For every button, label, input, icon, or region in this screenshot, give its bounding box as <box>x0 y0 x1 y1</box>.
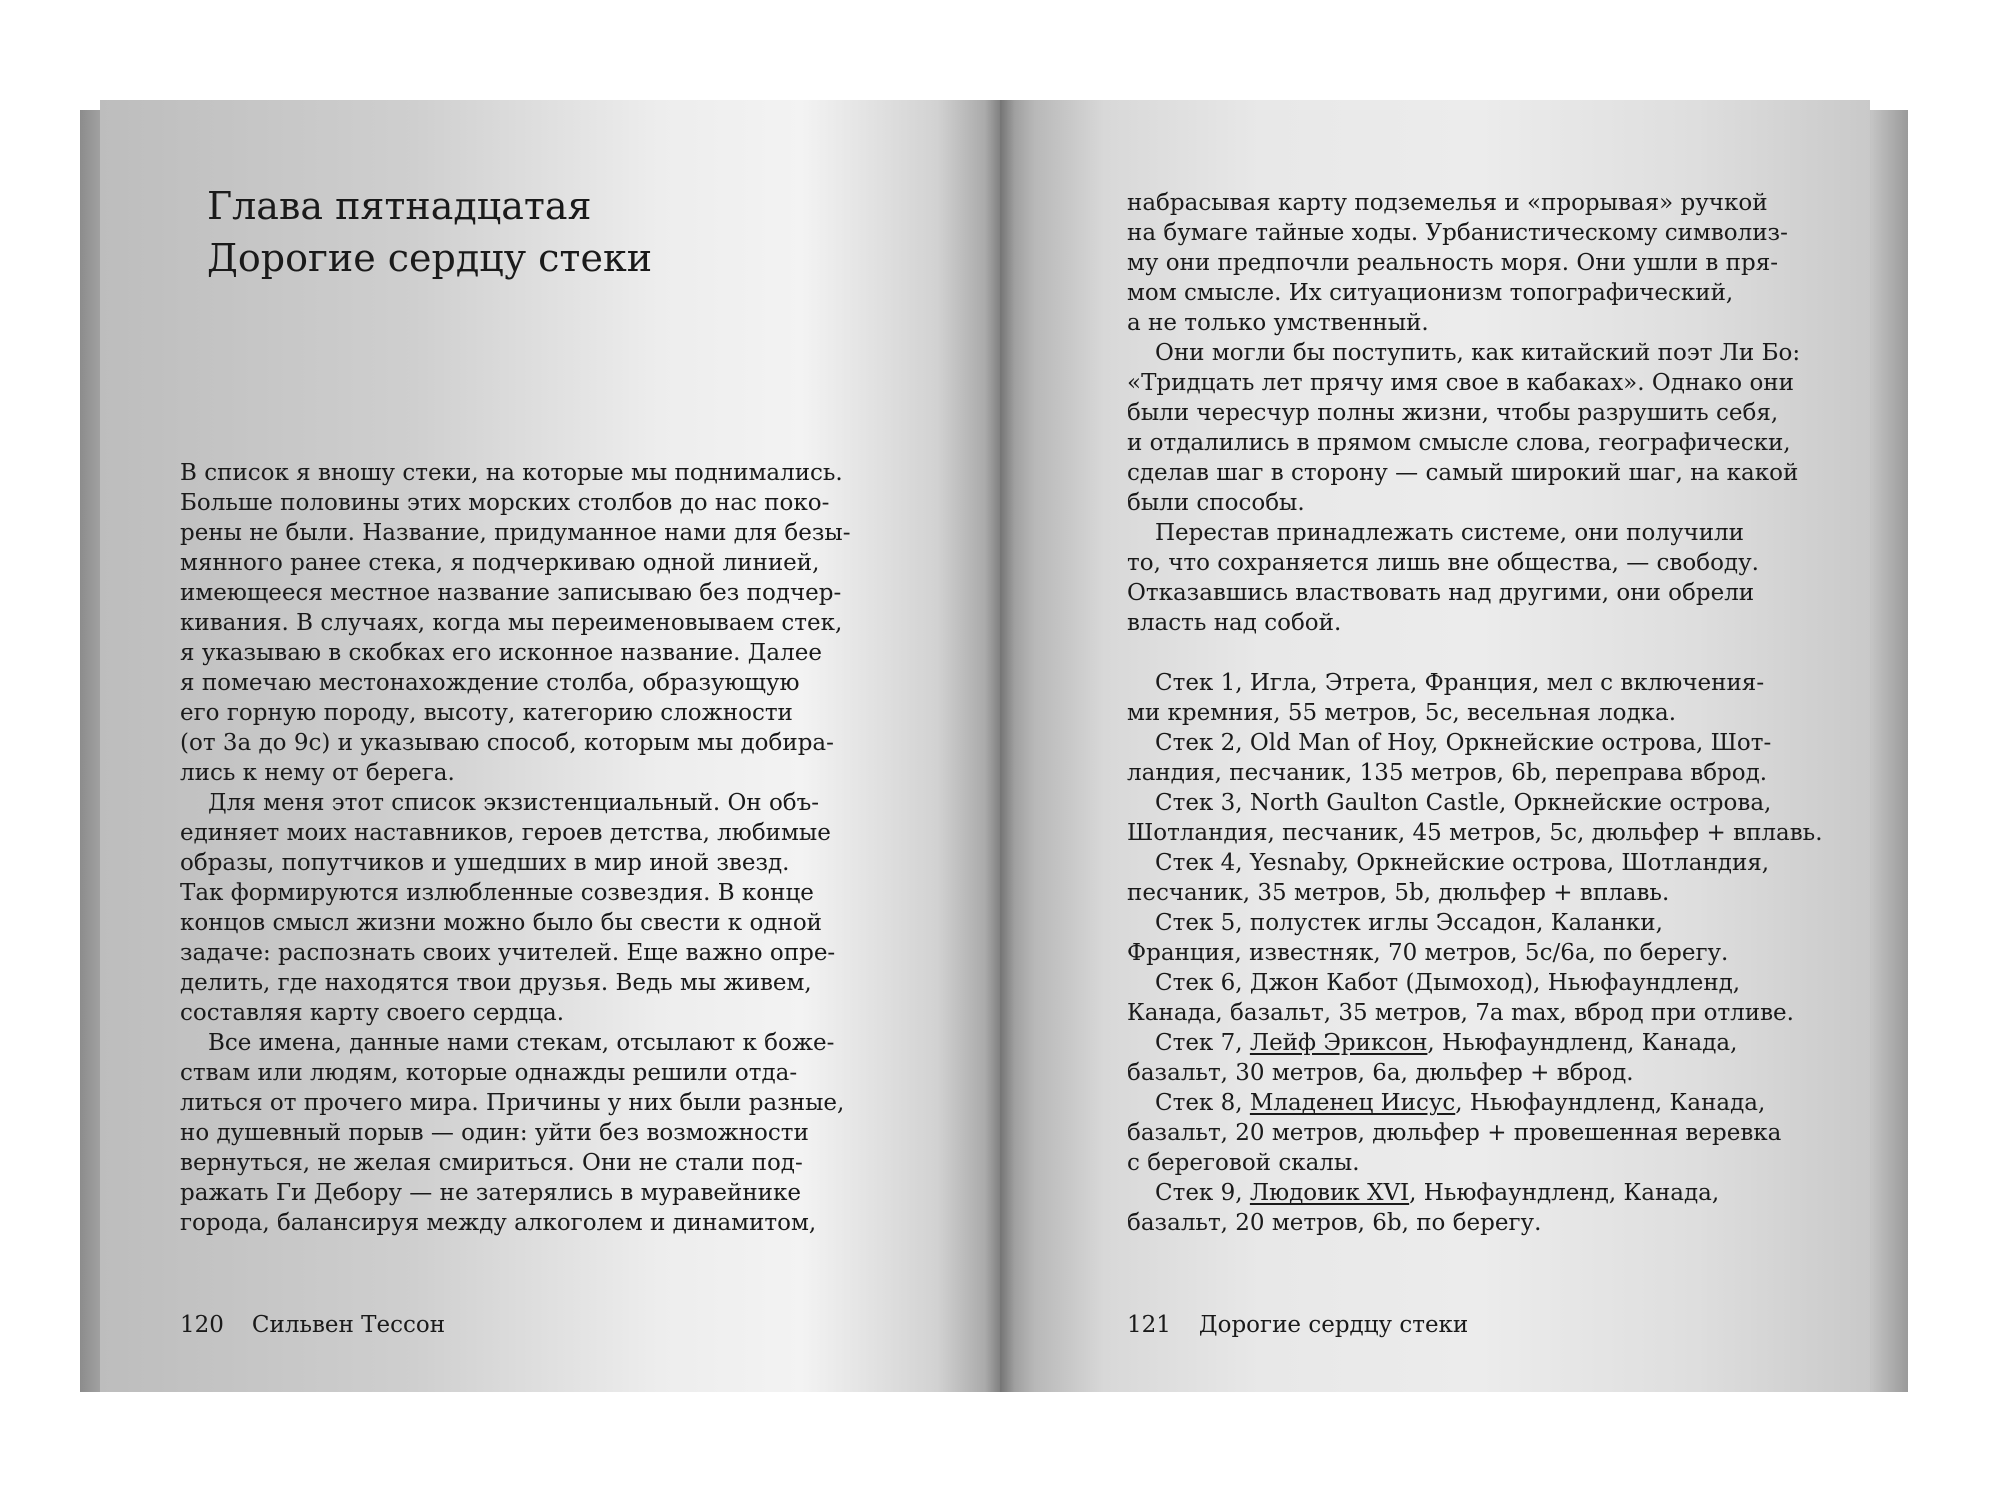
text-line: концов смысл жизни можно было бы свести к одной <box>180 910 822 936</box>
stack-list-line <box>1127 938 1823 968</box>
stack-list-line <box>1127 1088 1823 1118</box>
stack-list-line <box>1127 698 1823 728</box>
stack-list-line <box>1127 968 1823 998</box>
stack-list-line <box>1127 1118 1823 1148</box>
stack-list-line <box>1127 848 1823 878</box>
stack-list-line <box>1127 1058 1823 1088</box>
stack-list-line <box>1127 878 1823 908</box>
text-line: делить, где находятся твои друзья. Ведь мы живем, <box>180 970 812 996</box>
text-line: образы, попутчиков и ушедших в мир иной звезд. <box>180 850 790 876</box>
text-line: Все имена, данные нами стекам, отсылают к боже- <box>208 1030 835 1056</box>
stack-text: Стек 2, Old Man of Hoy, Оркнейские острова, Шот- <box>1155 730 1772 756</box>
text-line: ствам или людям, которые однажды решили отда- <box>180 1060 798 1086</box>
stack-text: Стек 9, <box>1155 1180 1250 1206</box>
stack-list-line <box>1127 908 1823 938</box>
text-line: (от 3a до 9c) и указываю способ, которым мы добира- <box>180 730 834 756</box>
text-line: единяет моих наставников, героев детства, любимые <box>180 820 831 846</box>
stack-list-line <box>1127 818 1823 848</box>
stack-name-underlined: Людовик XVI <box>1249 1180 1410 1206</box>
text-line: на бумаге тайные ходы. Урбанистическому символиз- <box>1127 220 1788 246</box>
text-line: и отдалились в прямом смысле слова, географически, <box>1127 430 1791 456</box>
stack-name-underlined: Лейф Эриксон <box>1249 1030 1428 1056</box>
left-page-body <box>180 458 850 1238</box>
stack-text: Стек 4, Yesnaby, Оркнейские острова, Шотландия, <box>1155 850 1770 876</box>
stack-list-line <box>1127 1178 1823 1208</box>
text-line: ражать Ги Дебору — не затерялись в муравейнике <box>180 1180 801 1206</box>
text-line: сделав шаг в сторону — самый широкий шаг, на какой <box>1127 460 1799 486</box>
page-number: 120 <box>180 1312 224 1338</box>
text-line: были способы. <box>1127 490 1305 516</box>
stack-name-underlined: Младенец Иисус <box>1249 1090 1456 1116</box>
right-page-footer <box>1127 1310 1468 1340</box>
text-line: кивания. В случаях, когда мы переименовываем стек, <box>180 610 843 636</box>
text-line: задаче: распознать своих учителей. Еще важно опре- <box>180 940 836 966</box>
text-line: набрасывая карту подземелья и «прорывая» ручкой <box>1127 190 1768 216</box>
stack-list-line <box>1127 998 1823 1028</box>
chapter-number: Глава пятнадцатая <box>207 184 592 228</box>
running-head: Дорогие сердцу стеки <box>1198 1312 1469 1338</box>
text-line: Они могли бы поступить, как китайский поэт Ли Бо: <box>1155 340 1801 366</box>
left-page-footer <box>180 1310 445 1340</box>
text-line: мянного ранее стека, я подчеркиваю одной линией, <box>180 550 820 576</box>
text-line: я помечаю местонахождение столба, образующую <box>180 670 800 696</box>
stack-text: , Ньюфаундленд, Канада, <box>1427 1030 1738 1056</box>
chapter-heading <box>207 180 652 284</box>
stack-text: , Ньюфаундленд, Канада, <box>1455 1090 1766 1116</box>
text-line: его горную породу, высоту, категорию сложности <box>180 700 793 726</box>
stack-list-line <box>1127 788 1823 818</box>
text-line: я указываю в скобках его исконное название. Далее <box>180 640 822 666</box>
stack-text: базальт, 20 метров, дюльфер + провешенная веревка <box>1127 1120 1782 1146</box>
stack-text: Стек 6, Джон Кабот (Дымоход), Ньюфаундленд, <box>1155 970 1741 996</box>
right-page-body <box>1127 188 1800 638</box>
stack-list-line <box>1127 758 1823 788</box>
stack-text: ми кремния, 55 метров, 5c, весельная лодка. <box>1127 700 1677 726</box>
stack-list <box>1127 668 1823 1238</box>
stack-text: Стек 7, <box>1155 1030 1250 1056</box>
text-line: мом смысле. Их ситуационизм топографический, <box>1127 280 1734 306</box>
stack-text: базальт, 30 метров, 6a, дюльфер + вброд. <box>1127 1060 1634 1086</box>
text-line: лись к нему от берега. <box>180 760 455 786</box>
text-line: «Тридцать лет прячу имя свое в кабаках». Однако они <box>1127 370 1794 396</box>
page-number: 121 <box>1127 1312 1171 1338</box>
text-line: Перестав принадлежать системе, они получили <box>1155 520 1744 546</box>
text-line: литься от прочего мира. Причины у них были разные, <box>180 1090 845 1116</box>
text-line: Для меня этот список экзистенциальный. Он объ- <box>208 790 820 816</box>
text-line: города, балансируя между алкоголем и динамитом, <box>180 1210 817 1236</box>
text-line: составляя карту своего сердца. <box>180 1000 565 1026</box>
stack-text: с береговой скалы. <box>1127 1150 1360 1176</box>
stack-text: песчаник, 35 метров, 5b, дюльфер + вплавь. <box>1127 880 1670 906</box>
text-line: вернуться, не желая смириться. Они не стали под- <box>180 1150 803 1176</box>
running-head: Сильвен Тессон <box>251 1312 446 1338</box>
stack-list-line <box>1127 1208 1823 1238</box>
stack-text: базальт, 20 метров, 6b, по берегу. <box>1127 1210 1542 1236</box>
stack-text: Стек 1, Игла, Этрета, Франция, мел с включения- <box>1155 670 1765 696</box>
text-line: а не только умственный. <box>1127 310 1429 336</box>
text-line: власть над собой. <box>1127 610 1342 636</box>
text-line: но душевный порыв — один: уйти без возможности <box>180 1120 809 1146</box>
text-line: были чересчур полны жизни, чтобы разрушить себя, <box>1127 400 1779 426</box>
text-line: Так формируются излюбленные созвездия. В конце <box>180 880 814 906</box>
text-line: имеющееся местное название записываю без подчер- <box>180 580 842 606</box>
stack-text: Канада, базальт, 35 метров, 7a max, вброд при отливе. <box>1127 1000 1794 1026</box>
stack-list-line <box>1127 668 1823 698</box>
stack-text: Шотландия, песчаник, 45 метров, 5c, дюльфер + вплавь. <box>1127 820 1823 846</box>
stack-text: ландия, песчаник, 135 метров, 6b, переправа вброд. <box>1127 760 1768 786</box>
text-line: В список я вношу стеки, на которые мы поднимались. <box>180 460 843 486</box>
book-gutter <box>985 100 1015 1392</box>
stack-text: Франция, известняк, 70 метров, 5c/6a, по берегу. <box>1127 940 1729 966</box>
stack-text: Стек 8, <box>1155 1090 1250 1116</box>
text-line: то, что сохраняется лишь вне общества, — свободу. <box>1127 550 1759 576</box>
text-line: рены не были. Название, придуманное нами для безы- <box>180 520 851 546</box>
stack-text: , Ньюфаундленд, Канада, <box>1409 1180 1720 1206</box>
text-line: му они предпочли реальность моря. Они ушли в пря- <box>1127 250 1778 276</box>
chapter-title: Дорогие сердцу стеки <box>207 236 653 280</box>
text-line: Больше половины этих морских столбов до нас поко- <box>180 490 830 516</box>
stack-text: Стек 5, полустек иглы Эссадон, Каланки, <box>1155 910 1663 936</box>
stack-text: Стек 3, North Gaulton Castle, Оркнейские острова, <box>1155 790 1772 816</box>
stack-list-line <box>1127 1028 1823 1058</box>
stack-list-line <box>1127 728 1823 758</box>
text-line: Отказавшись властвовать над другими, они обрели <box>1127 580 1755 606</box>
stack-list-line <box>1127 1148 1823 1178</box>
